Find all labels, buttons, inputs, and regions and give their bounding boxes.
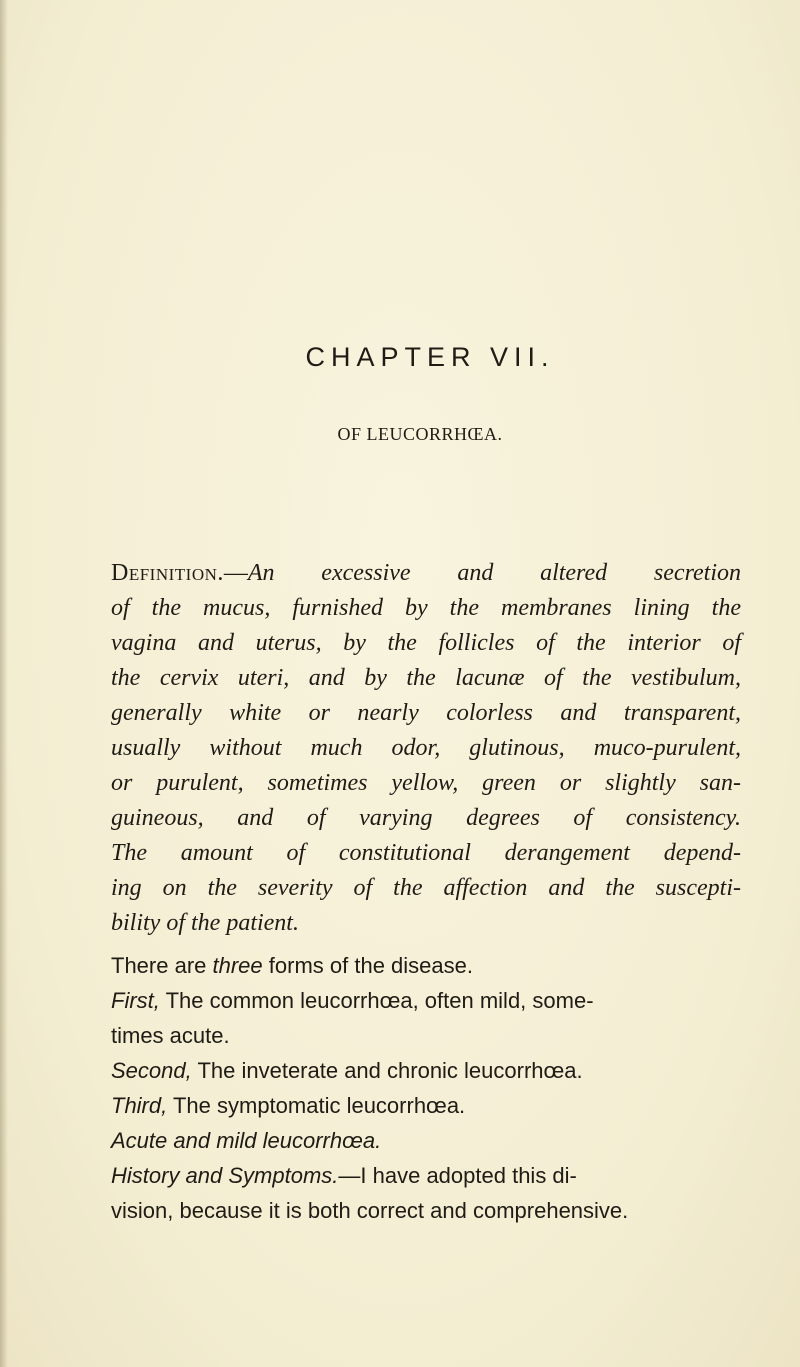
definition-line: ing on the severity of the affection and the suscepti- [111,875,741,901]
definition-line: or purulent, sometimes yellow, green or slightly san- [111,770,741,796]
definition-line: bility of the patient. [111,910,299,936]
definition-text: An excessive and altered secretion [247,560,741,586]
history-symptoms [111,1158,751,1193]
definition-line [111,556,741,591]
definition-line: usually without much odor, glutinous, muco-purulent, [111,735,741,761]
page-edge-shadow [0,0,8,1367]
form-first-continued: times acute. [111,1023,230,1048]
definition-line: of the mucus, furnished by the membranes lining the [111,595,741,621]
chapter-title: CHAPTER VII. [305,342,555,372]
forms-intro-text-end: forms of the disease. [262,953,473,978]
form-first-text: The common leucorrhœa, often mild, some- [159,988,594,1013]
definition-line: the cervix uteri, and by the lacunæ of the vestibulum, [111,665,741,691]
history-text: —I have adopted this di- [338,1163,577,1188]
form-third-label: Third, [111,1093,168,1118]
forms-intro-emphasis: three [212,953,263,978]
form-third-text: The symptomatic leucorrhœa. [167,1093,466,1118]
form-first [111,983,751,1018]
definition-line: vagina and uterus, by the follicles of the interior of [111,630,741,656]
form-second-label: Second, [111,1058,192,1083]
definition-dash: — [223,560,248,586]
definition-line: generally white or nearly colorless and transparent, [111,700,741,726]
history-continued: vision, because it is both correct and comprehensive. [111,1198,629,1223]
chapter-subtitle: OF LEUCORRHŒA. [337,424,503,444]
definition-label: Definition. [111,560,224,586]
history-label: History and Symptoms. [111,1163,339,1188]
acute-heading-text: Acute and mild leucorrhœa. [111,1128,382,1153]
forms-intro [111,948,751,983]
acute-heading [111,1123,751,1158]
form-first-label: First, [111,988,160,1013]
forms-intro-text: There are [111,953,213,978]
definition-line: guineous, and of varying degrees of consistency. [111,805,741,831]
form-second [111,1053,751,1088]
form-third [111,1088,751,1123]
definition-line: The amount of constitutional derangement depend- [111,840,741,866]
definition-paragraph [111,556,741,941]
form-second-text: The inveterate and chronic leucorrhœa. [191,1058,583,1083]
